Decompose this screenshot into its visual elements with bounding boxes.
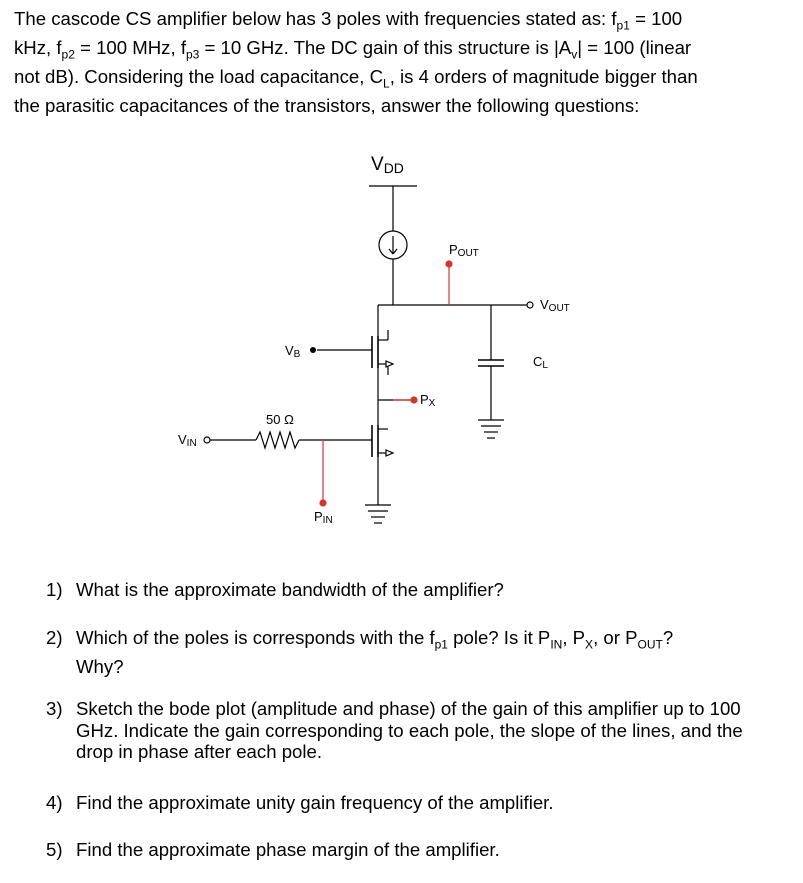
- problem-statement: The cascode CS amplifier below has 3 poles with frequencies stated as: $f_{p1} = 100$ kHz, $f_{p2} = 100$ MHz, $f_{p3} = 10$ GHz. The DC gain of this structure is $|A_v| = 100$ (linear not dB). Considering the load capacitance, $C_L$, is 4 orders of magnitude bigger than the parasitic capacitances of the transistors, answer the following questions:: [14, 8, 698, 116]
- pin-label: PIN: [314, 509, 333, 526]
- cl-label: CL: [533, 354, 548, 371]
- vb-node: [310, 347, 316, 353]
- pout-label: POUT: [449, 242, 479, 259]
- vin-terminal: [204, 437, 210, 443]
- vout-terminal: [527, 302, 533, 308]
- vb-label: VB: [285, 343, 301, 360]
- vout-label: VOUT: [540, 297, 570, 314]
- resistor-icon: [256, 432, 299, 448]
- vdd-label: VDD: [371, 154, 404, 176]
- px-label: PX: [420, 392, 436, 409]
- vin-label: VIN: [178, 432, 197, 449]
- resistor-label: 50 Ω: [266, 412, 294, 427]
